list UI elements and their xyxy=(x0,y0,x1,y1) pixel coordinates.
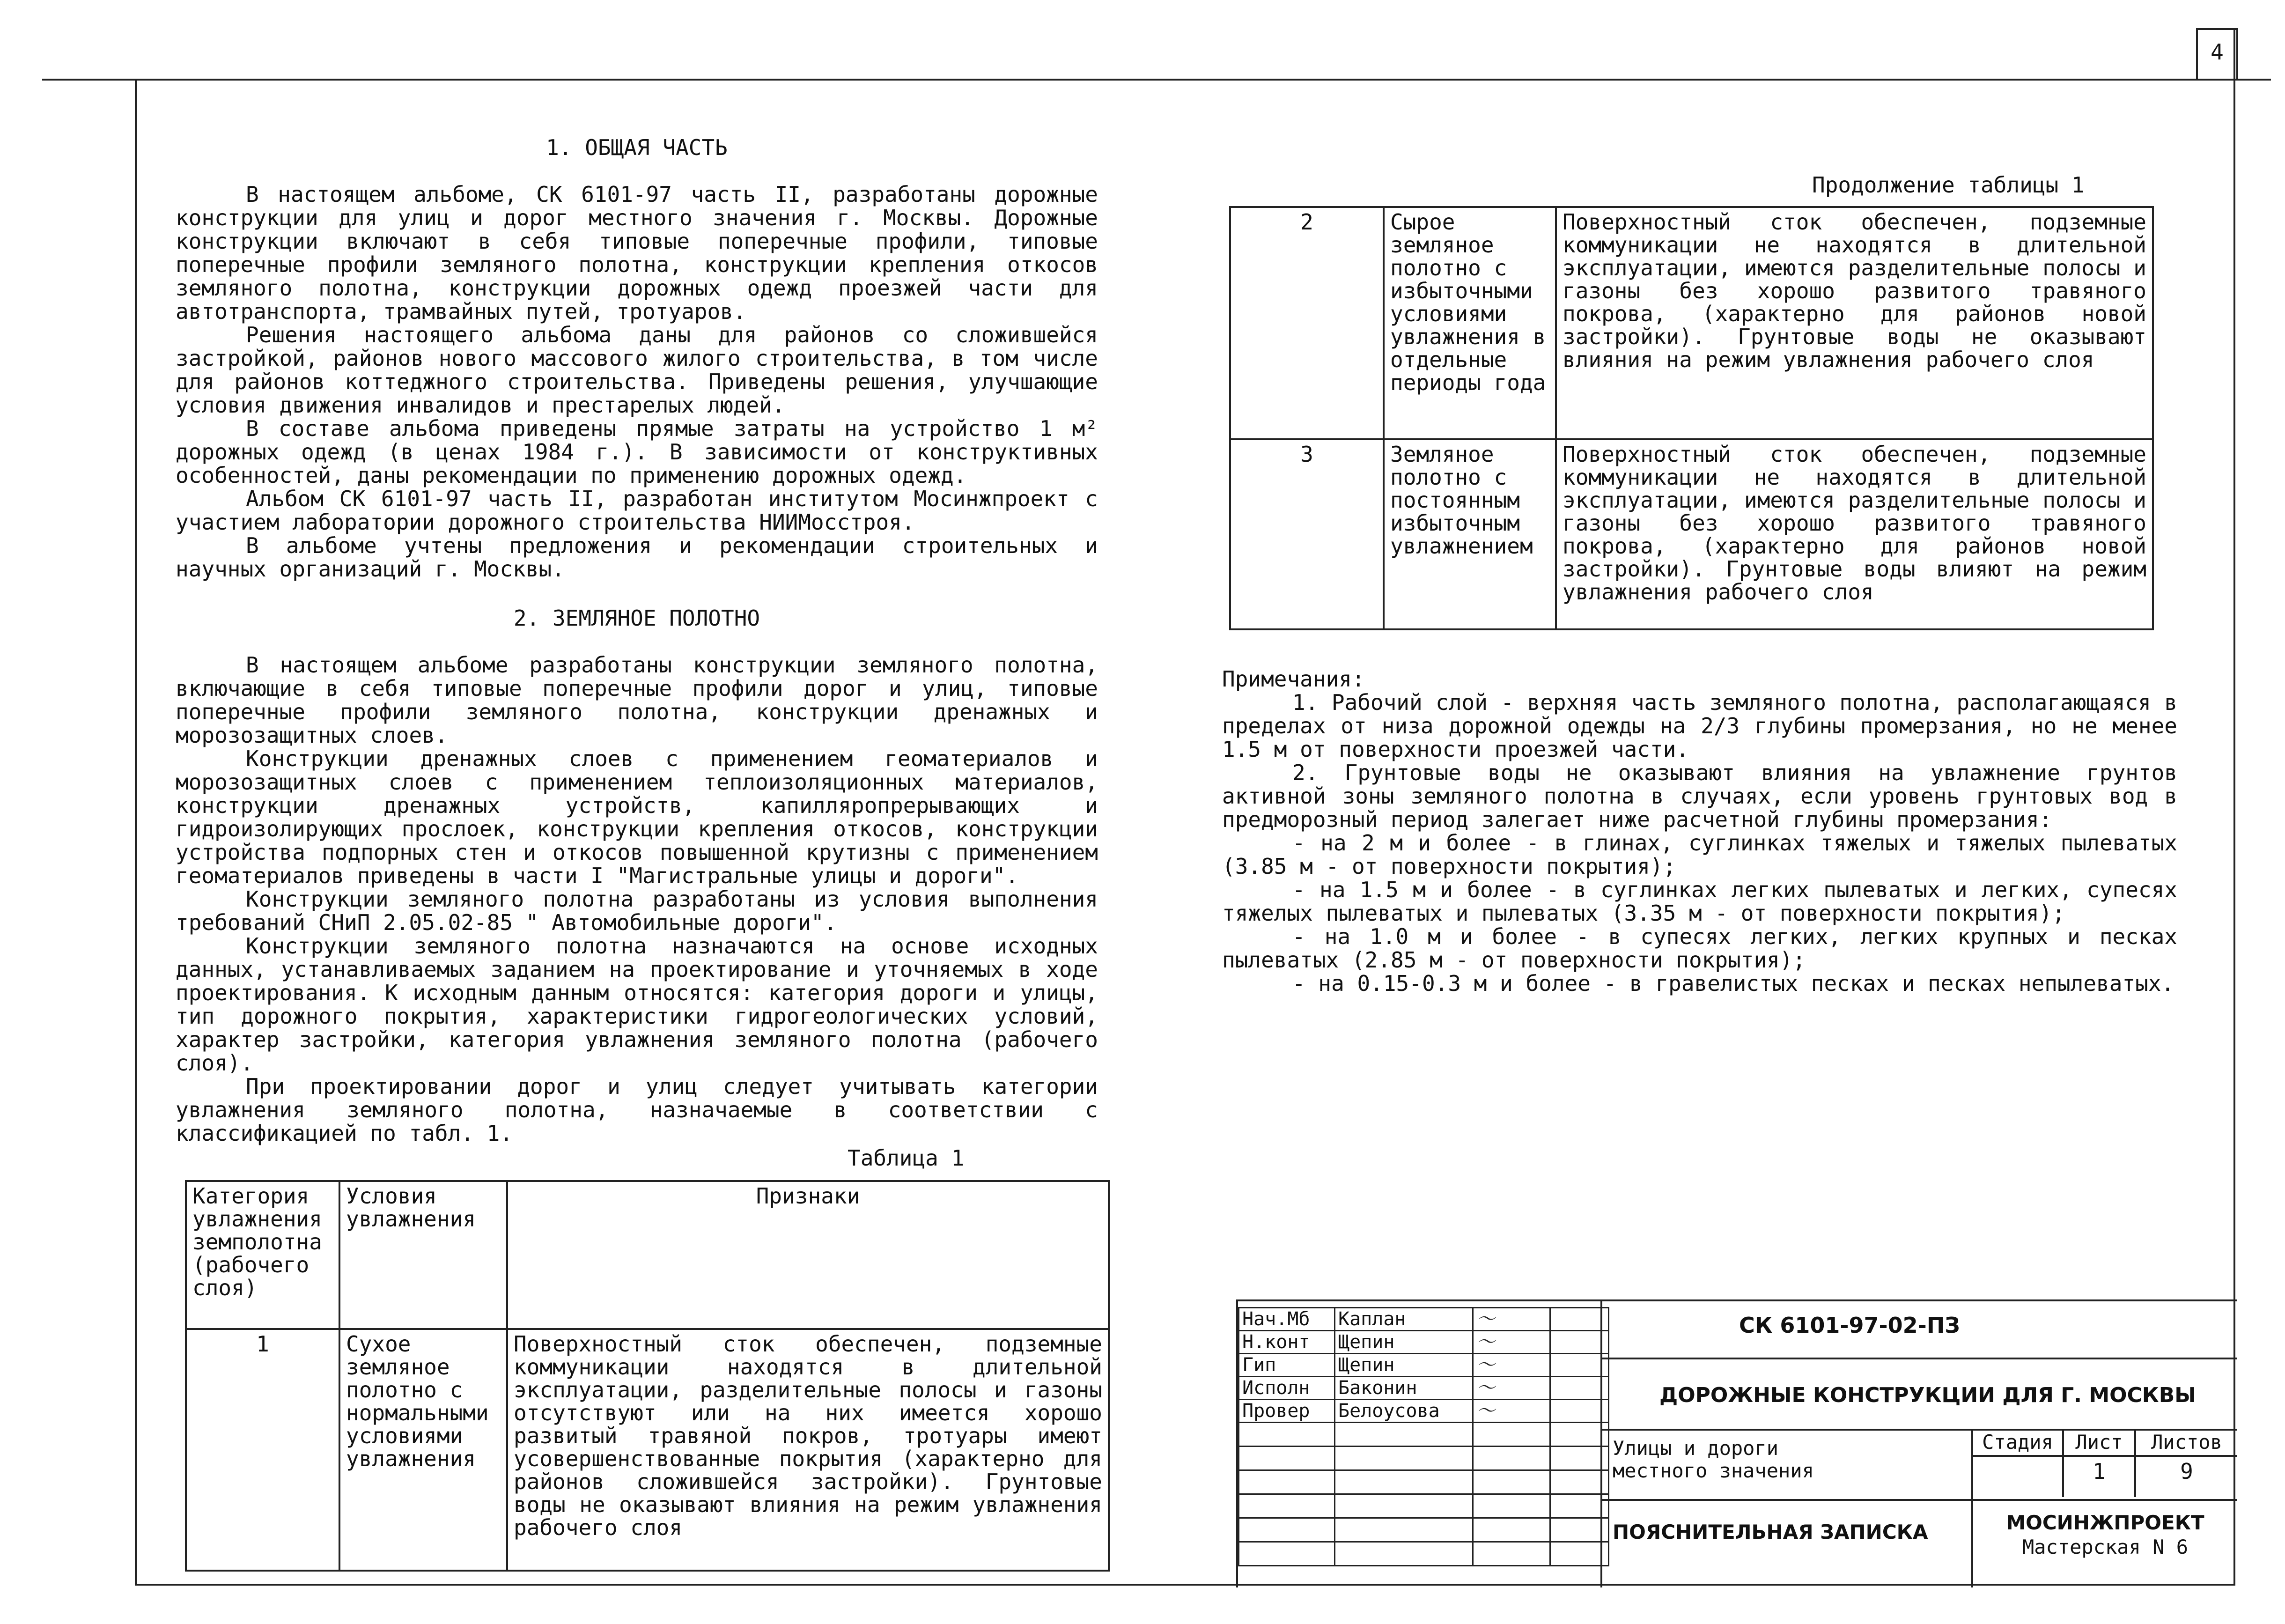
table-1-caption: Таблица 1 xyxy=(848,1145,965,1171)
section-2-paragraph: Конструкции земляного полотна назначаются на основе исходных данных, устанавливаемых заданием на проектирование и уточняемых в ходе проектирования. К исходным данным относятся: категория дороги и улицы, тип дорожного покрытия, характеристики гидрогеологических условий, характер застройки, категория увлажнения земляного полотна (рабочего слоя). xyxy=(176,933,1098,1076)
table-row xyxy=(1239,1308,1609,1331)
signature-cell: ～ xyxy=(1473,1400,1550,1423)
name-cell: Каплан xyxy=(1335,1308,1473,1331)
stamp-divider xyxy=(1600,1301,1602,1587)
table-cell-conditions: Сырое земляное полотно с избыточными условиями увлажнения в отдельные периоды года xyxy=(1384,207,1556,439)
table-row xyxy=(1239,1542,1609,1566)
document-title: ДОРОЖНЫЕ КОНСТРУКЦИИ ДЛЯ Г. МОСКВЫ xyxy=(1659,1383,2196,1407)
date-cell xyxy=(1550,1354,1609,1377)
note-item: - на 1.0 м и более - в супесях легких, легких крупных и песках пылеватых (2.85 м - от поверхности покрытия); xyxy=(1222,924,2177,973)
section-2-paragraph: В настоящем альбоме разработаны конструкции земляного полотна, включающие в себя типовые поперечные профили дорог и улиц, типовые поперечные профили земляного полотна, конструкции дренажных и морозозащитных слоев. xyxy=(176,652,1098,748)
page-number: 4 xyxy=(2211,39,2224,65)
signature-cell: ～ xyxy=(1473,1308,1550,1331)
name-cell: Щепин xyxy=(1335,1354,1473,1377)
sheet-value: 1 xyxy=(2093,1459,2106,1484)
section-1-title: 1. ОБЩАЯ ЧАСТЬ xyxy=(546,135,728,160)
table-row xyxy=(1239,1423,1609,1447)
stamp-line xyxy=(1600,1358,2237,1359)
section-2-paragraph: Конструкции земляного полотна разработаны из условия выполнения требований СНиП 2.05.02-85 " Автомобильные дороги". xyxy=(176,886,1098,935)
section-1-text xyxy=(176,183,1098,581)
table-row xyxy=(1239,1518,1609,1542)
workshop: Мастерская N 6 xyxy=(2022,1535,2188,1558)
date-cell xyxy=(1550,1377,1609,1400)
date-cell xyxy=(1550,1331,1609,1354)
table-row xyxy=(1239,1470,1609,1494)
table-row xyxy=(1239,1354,1609,1377)
section-1-paragraph: Решения настоящего альбома даны для районов со сложившейся застройкой, районов нового массового жилого строительства, в том числе для районов коттеджного строительства. Приведены решения, улучшающие условия движения инвалидов и престарелых людей. xyxy=(176,322,1098,418)
stamp-line xyxy=(1973,1455,2237,1457)
table-cell-category: 2 xyxy=(1230,207,1384,439)
section-1-paragraph: В альбоме учтены предложения и рекомендации строительных и научных организаций г. Москвы. xyxy=(176,533,1098,582)
title-block xyxy=(1236,1299,2237,1587)
notes-block xyxy=(1222,667,2177,995)
table-cell-signs: Поверхностный сток обеспечен, подземные коммуникации не находятся в длительной эксплуатации, имеются разделительные полосы и газоны без хорошо развитого травяного покрова, (характерно для районов новой застройки). Грунтовые воды влияют на режим увлажнения рабочего слоя xyxy=(1556,439,2153,629)
frame-top-line xyxy=(42,79,2271,81)
stamp-line xyxy=(1600,1499,2237,1501)
role-cell: Провер xyxy=(1239,1400,1335,1423)
role-cell: Н.конт xyxy=(1239,1331,1335,1354)
name-cell: Белоусова xyxy=(1335,1400,1473,1423)
name-cell: Щепин xyxy=(1335,1331,1473,1354)
role-cell: Нач.Мб xyxy=(1239,1308,1335,1331)
section-2-title: 2. ЗЕМЛЯНОЕ ПОЛОТНО xyxy=(513,605,760,631)
table-row xyxy=(1239,1331,1609,1354)
document-type: ПОЯСНИТЕЛЬНАЯ ЗАПИСКА xyxy=(1613,1521,1928,1543)
table-row xyxy=(186,1329,1109,1571)
table-1-continued xyxy=(1229,206,2154,630)
document-code: СК 6101-97-02-ПЗ xyxy=(1739,1313,1960,1338)
sheets-label: Листов xyxy=(2151,1431,2222,1454)
table-cell-signs: Поверхностный сток обеспечен, подземные коммуникации не находятся в длительной эксплуатации, имеются разделительные полосы и газоны без хорошо развитого травяного покрова, (характерно для районов новой застройки). Грунтовые воды не оказывают влияния на режим увлажнения рабочего слоя xyxy=(1556,207,2153,439)
note-item: - на 0.15-0.3 м и более - в гравелистых песках и песках непылеватых. xyxy=(1292,971,2174,996)
page-number-box xyxy=(2196,28,2238,81)
table-row xyxy=(1239,1400,1609,1423)
organization: МОСИНЖПРОЕКТ xyxy=(2006,1511,2204,1534)
table-row xyxy=(1239,1494,1609,1518)
stage-label: Стадия xyxy=(1982,1431,2053,1454)
signature-cell: ～ xyxy=(1473,1331,1550,1354)
table-1-continued-caption: Продолжение таблицы 1 xyxy=(1812,172,2085,198)
header-category: Категория увлажнения земполотна (рабочего слоя) xyxy=(186,1181,339,1329)
table-cell-signs: Поверхностный сток обеспечен, подземные коммуникации находятся в длительной эксплуатации, разделительные полосы и газоны отсутствуют или на них имеется хорошо развитый травяной покров, тротуары имеют усовершенствованные покрытия (характерно для районов сложившейся застройки). Грунтовые воды не оказывают влияния на режим увлажнения рабочего слоя xyxy=(507,1329,1109,1571)
header-conditions: Условия увлажнения xyxy=(339,1181,507,1329)
table-cell-conditions: Сухое земляное полотно с нормальными условиями увлажнения xyxy=(339,1329,507,1571)
header-signs: Признаки xyxy=(507,1181,1109,1329)
document-subject xyxy=(1613,1437,1837,1482)
role-cell: Исполн xyxy=(1239,1377,1335,1400)
section-2-text xyxy=(176,653,1098,1145)
subject-text: Улицы и дороги местного значения xyxy=(1613,1437,1814,1482)
date-cell xyxy=(1550,1400,1609,1423)
table-row xyxy=(1230,439,2153,629)
sheets-value: 9 xyxy=(2180,1459,2193,1484)
table-cell-category: 3 xyxy=(1230,439,1384,629)
note-item: - на 2 м и более - в глинах, суглинках тяжелых и тяжелых пылеватых (3.85 м - от поверхности покрытия); xyxy=(1222,830,2177,879)
section-1-paragraph: В составе альбома приведены прямые затраты на устройство 1 м² дорожных одежд (в ценах 1984 г.). В зависимости от конструктивных особенностей, даны рекомендации по применению дорожных одежд. xyxy=(176,416,1098,488)
signature-cell: ～ xyxy=(1473,1377,1550,1400)
signature-cell: ～ xyxy=(1473,1354,1550,1377)
section-2-paragraph: Конструкции дренажных слоев с применением геоматериалов и морозозащитных слоев с применением теплоизоляционных материалов, конструкции дренажных устройств, капилляропрерывающих и гидроизолирующих прослоек, конструкции крепления откосов, конструкции устройства подпорных стен и откосов повышенной крутизны с применением геоматериалов приведены в части I "Магистральные улицы и дороги". xyxy=(176,746,1098,888)
date-cell xyxy=(1550,1308,1609,1331)
sheet-label: Лист xyxy=(2075,1431,2123,1454)
section-1-paragraph: Альбом СК 6101-97 часть II, разработан институтом Мосинжпроект с участием лаборатории дорожного строительства НИИМосстроя. xyxy=(176,486,1098,535)
table-row xyxy=(1239,1447,1609,1470)
table-row xyxy=(1230,207,2153,439)
table-1 xyxy=(185,1180,1110,1572)
note-item: - на 1.5 м и более - в суглинках легких пылеватых и легких, супесях тяжелых пылеватых и пылеватых (3.35 м - от поверхности покрытия); xyxy=(1222,877,2177,926)
table-row xyxy=(1239,1377,1609,1400)
name-cell: Баконин xyxy=(1335,1377,1473,1400)
signature-table xyxy=(1238,1307,1609,1566)
note-item: 1. Рабочий слой - верхняя часть земляного полотна, располагающаяся в пределах от низа дорожной одежды на 2/3 глубины промерзания, но не менее 1.5 м от поверхности проезжей части. xyxy=(1222,690,2177,762)
note-item: 2. Грунтовые воды не оказывают влияния на увлажнение грунтов активной зоны земляного полотна в случаях, если уровень грунтовых вод в предморозный период залегает ниже расчетной глубины промерзания: xyxy=(1222,760,2177,832)
notes-title: Примечания: xyxy=(1222,666,1365,692)
frame-left-line xyxy=(135,79,137,1586)
section-2-paragraph: При проектировании дорог и улиц следует учитывать категории увлажнения земляного полотна, назначаемые в соответствии с классификацией по табл. 1. xyxy=(176,1074,1098,1146)
table-cell-category: 1 xyxy=(186,1329,339,1571)
role-cell: Гип xyxy=(1239,1354,1335,1377)
table-cell-conditions: Земляное полотно с постоянным избыточным увлажнением xyxy=(1384,439,1556,629)
sheet-info xyxy=(1973,1431,2237,1501)
section-1-paragraph: В настоящем альбоме, СК 6101-97 часть II, разработаны дорожные конструкции для улиц и дорог местного значения г. Москвы. Дорожные конструкции включают в себя типовые поперечные профили, типовые поперечные профили земляного полотна, конструкции крепления откосов земляного полотна, конструкции дорожных одежд проезжей части для автотранспорта, трамвайных путей, тротуаров. xyxy=(176,182,1098,324)
table-row xyxy=(186,1181,1109,1329)
